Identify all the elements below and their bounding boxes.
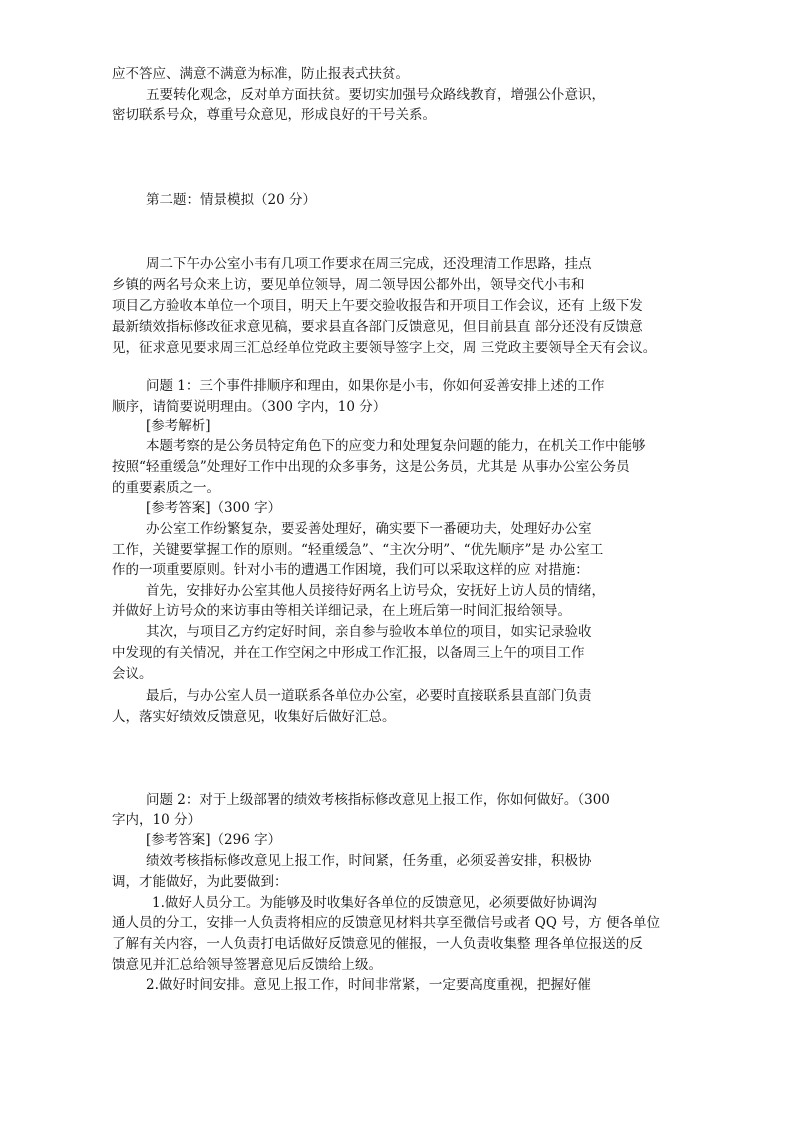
q1-line: 本题考察的是公务员特定角色下的应变力和处理复杂问题的能力，在机关工作中能够 (146, 438, 646, 454)
scenario-line: 周二下午办公室小韦有几项工作要求在周三完成，还没理清工作思路，挂点 (146, 256, 592, 272)
q1-line: 办公室工作纷繁复杂，要妥善处理好，确实要下一番硬功夫，处理好办公室 (146, 521, 592, 537)
scenario-line: 最新绩效指标修改征求意见稿，要求县直各部门反馈意见，但目前县直 部分还没有反馈意 (112, 319, 643, 335)
q1-line: 工作，关键要掌握工作的原则。“轻重缓急”、“主次分明”、“优先顺序”是 办公室工 (112, 542, 604, 558)
intro-line: 五要转化观念，反对单方面扶贫。要切实加强号众路线教育，增强公仆意识， (146, 87, 605, 103)
q1-line: 首先，安排好办公室其他人员接待好两名上访号众，安抚好上访人员的情绪， (146, 583, 605, 599)
scenario-line: 项目乙方验收本单位一个项目，明天上午要交验收报告和开项目工作会议，还有 上级下发 (112, 298, 643, 314)
q1-line: 作的一项重要原则。针对小韦的遭遇工作困境，我们可以采取这样的应 对措施： (112, 562, 589, 578)
q1-line: 按照“轻重缓急”处理好工作中出现的众多事务，这是公务员，尤其是 从事办公室公务员 (112, 459, 630, 475)
q1-line: 人，落实好绩效反馈意见，收集好后做好汇总。 (112, 709, 396, 725)
intro-line: 密切联系号众，尊重号众意见，形成良好的干号关系。 (112, 107, 436, 123)
q1-line: 中发现的有关情况，并在工作空闲之中形成工作汇报，以备周三上午的项目工作 (112, 645, 585, 661)
q2-line: 了解有关内容，一人负责打电话做好反馈意见的催报，一人负责收集整 理各单位报送的反 (112, 936, 643, 952)
section-heading: 第二题：情景模拟（20 分） (146, 192, 316, 208)
q2-line: 绩效考核指标修改意见上报工作，时间紧，任务重，必须妥善安排，积极协 (146, 853, 592, 869)
q1-line: [参考答案]（300 字） (146, 500, 282, 516)
q2-line: 问题 2：对于上级部署的绩效考核指标修改意见上报工作，你如何做好。（300 (146, 792, 610, 808)
scenario-line: 乡镇的两名号众来上访，要见单位领导，周二领导因公都外出，领导交代小韦和 (112, 277, 585, 293)
q2-line: 通人员的分工，安排一人负责将相应的反馈意见材料共享至微信号或者 QQ 号，方 便各单位 (112, 915, 661, 931)
q2-line: 调，才能做好，为此要做到： (112, 874, 288, 890)
q1-line: 问题 1：三个事件排顺序和理由，如果你是小韦，你如何妥善安排上述的工作 (146, 378, 605, 394)
q2-line: [参考答案]（296 字） (146, 832, 282, 848)
q2-line: 1.做好人员分工。为能够及时收集好各单位的反馈意见，必须要做好协调沟 (152, 895, 597, 911)
scenario-line: 见，征求意见要求周三汇总经单位党政主要领导签字上交，周 三党政主要领导全天有会议。 (112, 340, 657, 356)
intro-line: 应不答应、满意不满意为标准，防止报表式扶贫。 (112, 66, 409, 82)
q2-line: 字内，10 分） (112, 812, 201, 828)
q1-line: 其次，与项目乙方约定好时间，亲自参与验收本单位的项目，如实记录验收 (146, 624, 592, 640)
q1-line: 会议。 (112, 666, 153, 682)
q1-line: 最后，与办公室人员一道联系各单位办公室，必要时直接联系县直部门负责 (146, 688, 592, 704)
q1-line: 并做好上访号众的来访事由等相关详细记录，在上班后第一时间汇报给领导。 (112, 603, 571, 619)
q2-line: 2.做好时间安排。意见上报工作，时间非常紧，一定要高度重视，把握好催 (146, 977, 591, 993)
q1-line: [参考解析] (146, 418, 211, 434)
q1-line: 的重要素质之一。 (112, 480, 220, 496)
q1-line: 顺序，请简要说明理由。（300 字内，10 分） (112, 399, 387, 415)
q2-line: 馈意见并汇总给领导签署意见后反馈给上级。 (112, 957, 382, 973)
